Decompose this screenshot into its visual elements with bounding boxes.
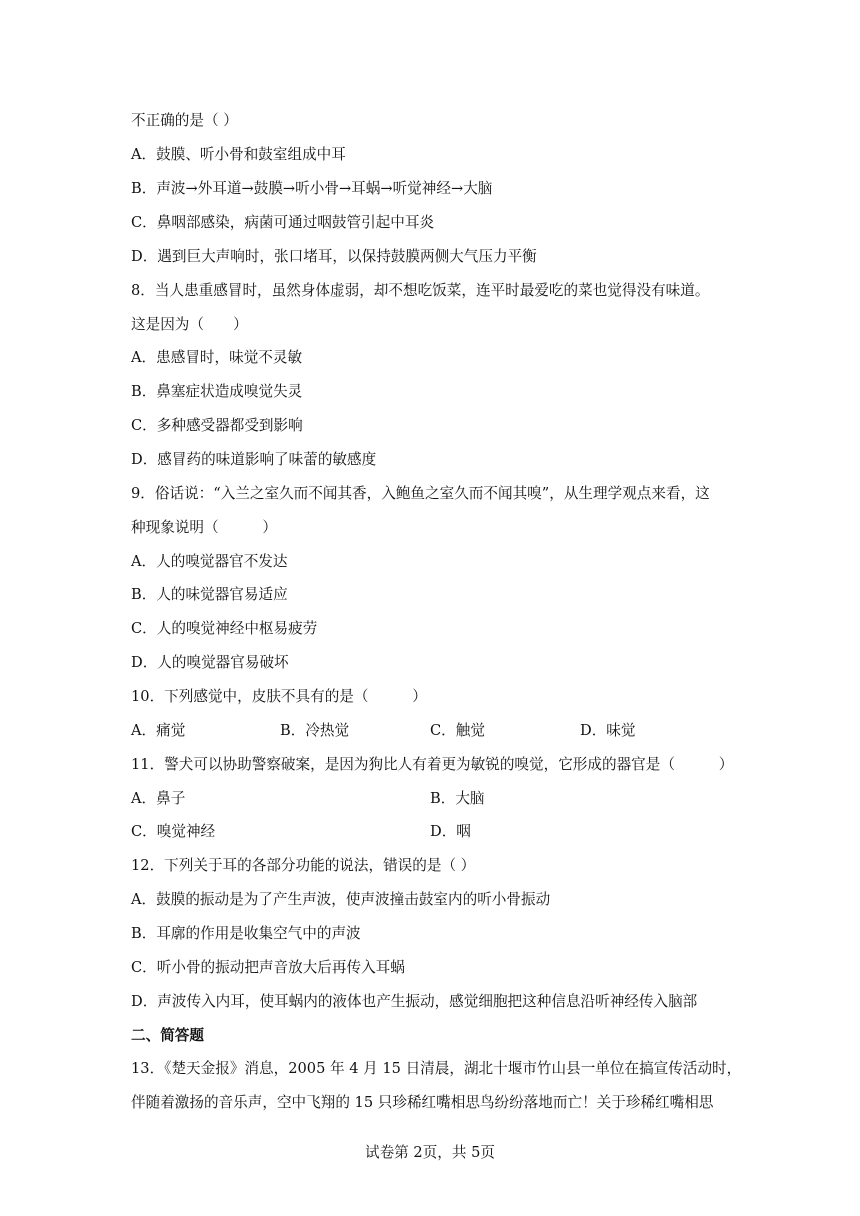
q11-option-d: D．咽 (430, 823, 471, 840)
q13-line2: 伴随着激扬的音乐声，空中飞翔的 15 只珍稀红嘴相思鸟纷纷落地而亡！关于珍稀红嘴相思 (131, 1094, 714, 1111)
q9-option-c: C．人的嗅觉神经中枢易疲劳 (131, 620, 318, 637)
q12-option-a: A．鼓膜的振动是为了产生声波，使声波撞击鼓室内的听小骨振动 (131, 891, 551, 908)
page-footer: 试卷第 2页，共 5页 (364, 1144, 495, 1161)
q12-stem: 12．下列关于耳的各部分功能的说法，错误的是（ ） (131, 857, 476, 874)
q11-stem: 11．警犬可以协助警察破案，是因为狗比人有着更为敏锐的嗅觉，它形成的器官是（ ） (131, 756, 734, 773)
q12-option-d: D．声波传入内耳，使耳蜗内的液体也产生振动，感觉细胞把这种信息沿听神经传入脑部 (131, 993, 698, 1010)
q9-option-a: A．人的嗅觉器官不发达 (131, 553, 288, 570)
q7-option-b: B．声波→外耳道→鼓膜→听小骨→耳蜗→听觉神经→大脑 (131, 180, 493, 197)
q9-stem-line2: 种现象说明（ ） (131, 519, 277, 536)
q9-option-d: D．人的嗅觉器官易破坏 (131, 654, 289, 671)
q10-option-d: D．味觉 (580, 722, 636, 739)
q11-option-c: C．嗅觉神经 (131, 823, 216, 840)
q11-option-a: A．鼻子 (131, 790, 186, 807)
q11-option-b: B．大脑 (430, 790, 485, 807)
q10-option-b: B．冷热觉 (280, 722, 350, 739)
q7-option-d: D．遇到巨大声响时，张口堵耳，以保持鼓膜两侧大气压力平衡 (131, 248, 537, 265)
q10-option-c: C．触觉 (430, 722, 485, 739)
q7-option-a: A．鼓膜、听小骨和鼓室组成中耳 (131, 146, 346, 163)
q8-option-d: D．感冒药的味道影响了味蕾的敏感度 (131, 451, 377, 468)
q7-option-c: C．鼻咽部感染，病菌可通过咽鼓管引起中耳炎 (131, 214, 435, 231)
q8-stem-line1: 8．当人患重感冒时，虽然身体虚弱，却不想吃饭菜，连平时最爱吃的菜也觉得没有味道。 (131, 282, 710, 299)
q9-option-b: B．人的味觉器官易适应 (131, 586, 288, 603)
q9-stem-line1: 9．俗话说：“入兰之室久而不闻其香，入鲍鱼之室久而不闻其嗅”，从生理学观点来看，这 (131, 485, 710, 502)
q8-stem-line2: 这是因为（ ） (131, 316, 248, 333)
q8-option-b: B．鼻塞症状造成嗅觉失灵 (131, 383, 303, 400)
q12-option-c: C．听小骨的振动把声音放大后再传入耳蜗 (131, 959, 405, 976)
q12-option-b: B．耳廓的作用是收集空气中的声波 (131, 925, 361, 942)
q8-option-a: A．患感冒时，味觉不灵敏 (131, 349, 303, 366)
q10-option-a: A．痛觉 (131, 722, 186, 739)
section-title: 二、简答题 (131, 1027, 204, 1044)
q10-stem: 10．下列感觉中，皮肤不具有的是（ ） (131, 688, 427, 705)
q7-stem-tail: 不正确的是（ ） (131, 112, 238, 129)
q13-line1: 13．《楚天金报》消息，2005 年 4 月 15 日清晨，湖北十堰市竹山县一单位在搞宣传活动时， (131, 1060, 742, 1077)
q8-option-c: C．多种感受器都受到影响 (131, 417, 303, 434)
